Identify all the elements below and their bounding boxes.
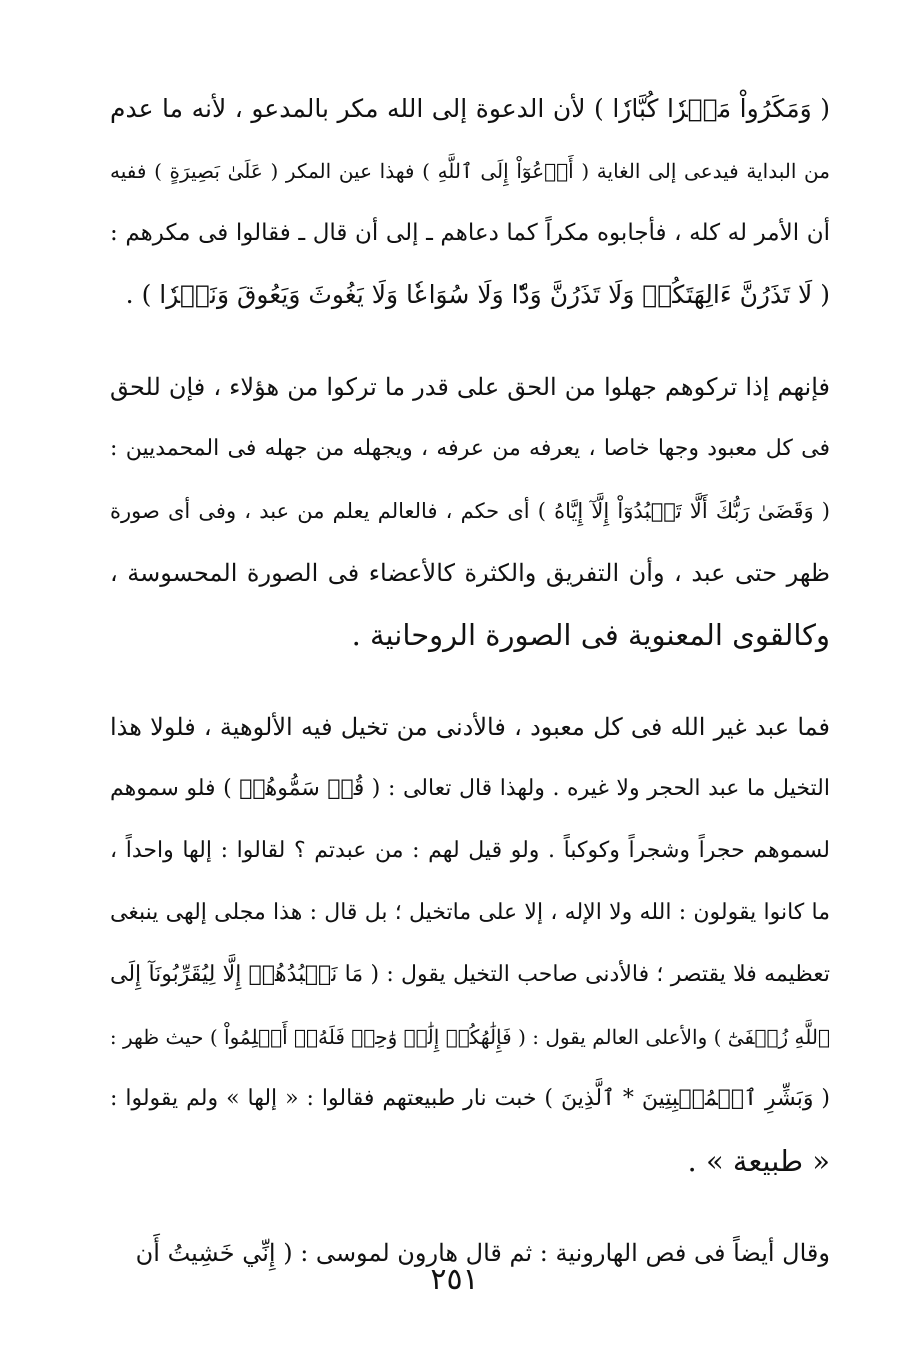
text-line: ظهر حتى عبد ، وأن التفريق والكثرة كالأعضاء فى الصورة المحسوسة ، xyxy=(110,559,830,587)
text-line: ما كانوا يقولون : الله ولا الإله ، إلا على ماتخيل ؛ بل قال : هذا مجلى إلهى ينبغى xyxy=(110,900,830,925)
text-line: من البداية فيدعى إلى الغاية ( أَدۡعُوٓاْ إِلَى ٱللَّهِ ) فهذا عين المكر ( عَلَىٰ بَصِيرَةٍ ) ففيه xyxy=(110,159,830,183)
paragraph-1 xyxy=(110,78,830,326)
text-line: ( لَا تَذَرُنَّ ءَالِهَتَكُمۡ وَلَا تَذَرُنَّ وَدّٗا وَلَا سُوَاعٗا وَلَا يَغُوثَ وَيَعُوقَ وَنَسۡرٗا ) . xyxy=(125,280,830,309)
text-line: ( وَمَكَرُواْ مَكۡرٗا كُبَّارٗا ) لأن الدعوة إلى الله مكر بالمدعو ، لأنه ما عدم xyxy=(110,94,830,123)
paragraph-3 xyxy=(110,696,830,1192)
text-line: فى كل معبود وجها خاصا ، يعرفه من عرفه ، ويجهله من جهله فى المحمديين : xyxy=(110,436,830,461)
paragraph-2 xyxy=(110,356,830,666)
text-line: وكالقوى المعنوية فى الصورة الروحانية . xyxy=(351,618,830,652)
text-line: فما عبد غير الله فى كل معبود ، فالأدنى من تخيل فيه الألوهية ، فلولا هذا xyxy=(110,713,830,741)
text-line: وقال أيضاً فى فص الهارونية : ثم قال هارون لموسى : ( إِنِّي خَشِيتُ أَن xyxy=(135,1239,830,1267)
text-line: ( وَقَضَىٰ رَبُّكَ أَلَّا تَعۡبُدُوٓاْ إِلَّآ إِيَّاهُ ) أى حكم ، فالعالم يعلم من عبد ، وفى أى صورة xyxy=(110,499,830,523)
text-line: فإنهم إذا تركوهم جهلوا من الحق على قدر ما تركوا من هؤلاء ، فإن للحق xyxy=(110,373,830,401)
text-line: ( وَبَشِّرِ ٱلۡمُخۡبِتِينَ * ٱلَّذِينَ ) خبت نار طبيعتهم فقالوا : « إلها » ولم يقولوا : xyxy=(110,1086,830,1111)
text-line: ٱللَّهِ زُلۡفَىٰٓ ) والأعلى العالم يقول : ( فَإِلَٰهُكُمۡ إِلَٰهٞ وَٰحِدٞ فَلَهُۥٓ أَسۡلِمُواْ ) حيث ظهر : xyxy=(110,1025,830,1049)
text-line: « طبيعة » . xyxy=(687,1144,830,1178)
page-body xyxy=(110,78,830,1314)
page-number: ٢٥١ xyxy=(430,1262,479,1297)
text-line: التخيل ما عبد الحجر ولا غيره . ولهذا قال تعالى : ( قُلۡ سَمُّوهُمۡ ) فلو سموهم xyxy=(110,776,830,801)
text-line: أن الأمر له كله ، فأجابوه مكراً كما دعاهم ـ إلى أن قال ـ فقالوا فى مكرهم : xyxy=(110,220,830,246)
text-line: لسموهم حجراً وشجراً وكوكباً . ولو قيل لهم : من عبدتم ؟ لقالوا : إلها واحداً ، xyxy=(110,838,830,863)
text-line: تعظيمه فلا يقتصر ؛ فالأدنى صاحب التخيل يقول : ( مَا نَعۡبُدُهُمۡ إِلَّا لِيُقَرِّبُونَآ إِلَى xyxy=(110,962,830,987)
